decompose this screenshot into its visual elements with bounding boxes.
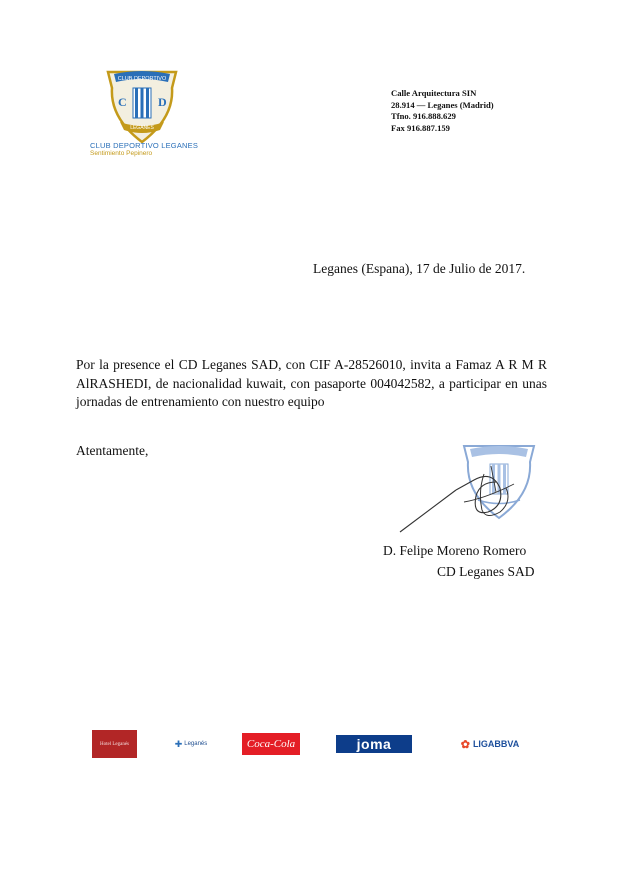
sponsor-hotel-logo: Hotel Leganés [92,730,137,758]
club-crest-logo [100,66,184,146]
address-block [391,88,494,134]
club-name: CLUB DEPORTIVO LEGANES [90,141,199,150]
letter-closing: Atentamente, [76,443,149,458]
letter-body: Por la presence el CD Leganes SAD, con CIF A-28526010, invita a Famaz A R M R AlRASHEDI, de nacionalidad kuwait, con pasaporte 004042582, a participar en unas jornadas de entrenamiento con nuestro equipo [76,357,547,409]
sponsor-leganes-logo: ✚ Leganés [174,738,208,749]
liga-ball-icon: ✿ [460,738,470,751]
signer-name: D. Felipe Moreno Romero [383,543,527,558]
leganes-mark-icon: ✚ [174,738,183,749]
phone-line: Tfno. 916.888.629 [391,111,456,122]
svg-text:D: D [158,95,167,109]
address-line: 28.914 — Leganes (Madrid) [391,99,494,110]
fax-line: Fax 916.887.159 [391,122,450,133]
svg-text:LEGANES: LEGANES [130,125,154,131]
handwritten-signature [396,452,526,536]
letter-date: Leganes (Espana), 17 de Julio de 2017. [313,261,526,276]
club-motto: Sentimiento Pepinero [90,150,153,157]
sponsor-coca-cola-logo: Coca-Cola [242,733,300,755]
svg-text:C: C [118,95,127,109]
sponsor-liga-logo: ✿ LIGABBVA [460,738,520,751]
address-line: Calle Arquitectura SIN [391,88,477,98]
signer-organization: CD Leganes SAD [437,564,535,579]
svg-text:CLUB DEPORTIVO: CLUB DEPORTIVO [117,76,167,82]
sponsor-joma-logo: joma [336,735,412,753]
